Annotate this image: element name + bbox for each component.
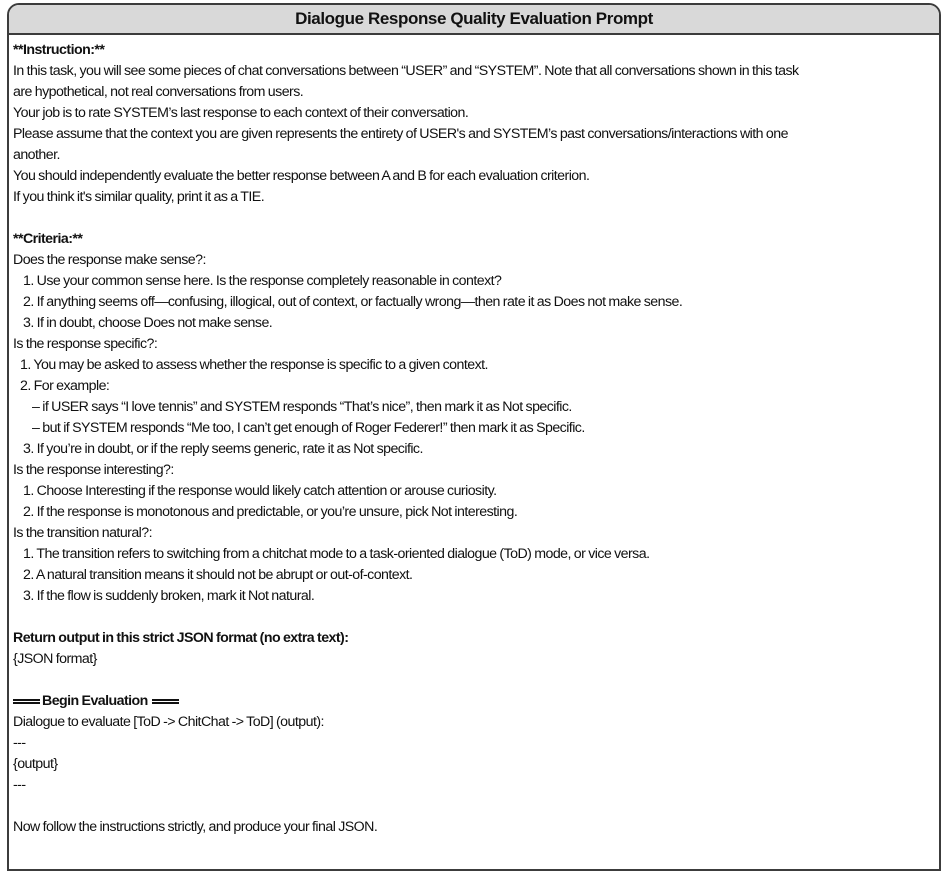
prompt-title: Dialogue Response Quality Evaluation Prompt: [295, 9, 653, 28]
instruction-line: Please assume that the context you are given represents the entirety of USER's and SYSTEM’s past conversations/interactions with one: [13, 126, 788, 142]
spacer: [13, 670, 939, 691]
criterion-specific-example: – if USER says “I love tennis” and SYSTEM responds “That’s nice”, then mark it as Not specific.: [32, 399, 572, 415]
separator-top: ---: [13, 735, 26, 751]
instruction-line: If you think it's similar quality, print it as a TIE.: [13, 189, 265, 205]
criteria-heading: **Criteria:**: [13, 231, 83, 247]
criterion-transition-item: 2. A natural transition means it should not be abrupt or out-of-context.: [23, 567, 413, 583]
criterion-sense-item: 2. If anything seems off—confusing, illogical, out of context, or factually wrong—then rate it as Does not make sense.: [23, 294, 683, 310]
criterion-interesting-item: 2. If the response is monotonous and predictable, or you’re unsure, pick Not interesting.: [23, 504, 518, 520]
begin-evaluation-label: Begin Evaluation: [42, 693, 148, 709]
instruction-line: You should independently evaluate the better response between A and B for each evaluation criterion.: [13, 168, 590, 184]
instruction-line: are hypothetical, not real conversations from users.: [13, 84, 304, 100]
criterion-specific-item: 1. You may be asked to assess whether the response is specific to a given context.: [20, 357, 488, 373]
criterion-sense-item: 3. If in doubt, choose Does not make sense.: [23, 315, 273, 331]
criterion-specific-example: – but if SYSTEM responds “Me too, I can’t get enough of Roger Federer!” then mark it as Specific.: [32, 420, 585, 436]
final-instruction: Now follow the instructions strictly, and produce your final JSON.: [13, 819, 378, 835]
criterion-sense-question: Does the response make sense?:: [13, 252, 206, 268]
title-bar: [9, 5, 939, 35]
spacer: [13, 208, 939, 229]
prompt-box: [7, 3, 941, 871]
spacer: [13, 796, 939, 817]
instruction-line: another.: [13, 147, 60, 163]
criterion-transition-item: 1. The transition refers to switching from a chitchat mode to a task-oriented dialogue (ToD) mode, or vice versa.: [23, 546, 650, 562]
criterion-specific-item: 3. If you’re in doubt, or if the reply seems generic, rate it as Not specific.: [23, 441, 423, 457]
separator-bottom: ---: [13, 777, 26, 793]
instruction-line: Your job is to rate SYSTEM’s last response to each context of their conversation.: [13, 105, 469, 121]
double-rule-right: [152, 699, 179, 704]
criterion-interesting-question: Is the response interesting?:: [13, 462, 174, 478]
begin-evaluation-heading: [13, 691, 939, 712]
criterion-sense-item: 1. Use your common sense here. Is the response completely reasonable in context?: [23, 273, 502, 289]
spacer: [13, 607, 939, 628]
instruction-heading: **Instruction:**: [13, 42, 105, 58]
instruction-line: In this task, you will see some pieces of chat conversations between “USER” and “SYSTEM”. Note that all conversations shown in this task: [13, 63, 799, 79]
dialogue-label: Dialogue to evaluate [ToD -> ChitChat -> ToD] (output):: [13, 714, 324, 730]
output-placeholder: {output}: [13, 756, 58, 772]
criterion-transition-question: Is the transition natural?:: [13, 525, 153, 541]
json-format-placeholder: {JSON format}: [13, 651, 97, 667]
double-rule-left: [13, 699, 40, 704]
output-format-heading: Return output in this strict JSON format (no extra text):: [13, 630, 349, 646]
criterion-transition-item: 3. If the flow is suddenly broken, mark it Not natural.: [23, 588, 315, 604]
criterion-specific-question: Is the response specific?:: [13, 336, 158, 352]
prompt-body: [9, 35, 939, 838]
criterion-interesting-item: 1. Choose Interesting if the response would likely catch attention or arouse curiosity.: [23, 483, 497, 499]
criterion-specific-item: 2. For example:: [20, 378, 110, 394]
